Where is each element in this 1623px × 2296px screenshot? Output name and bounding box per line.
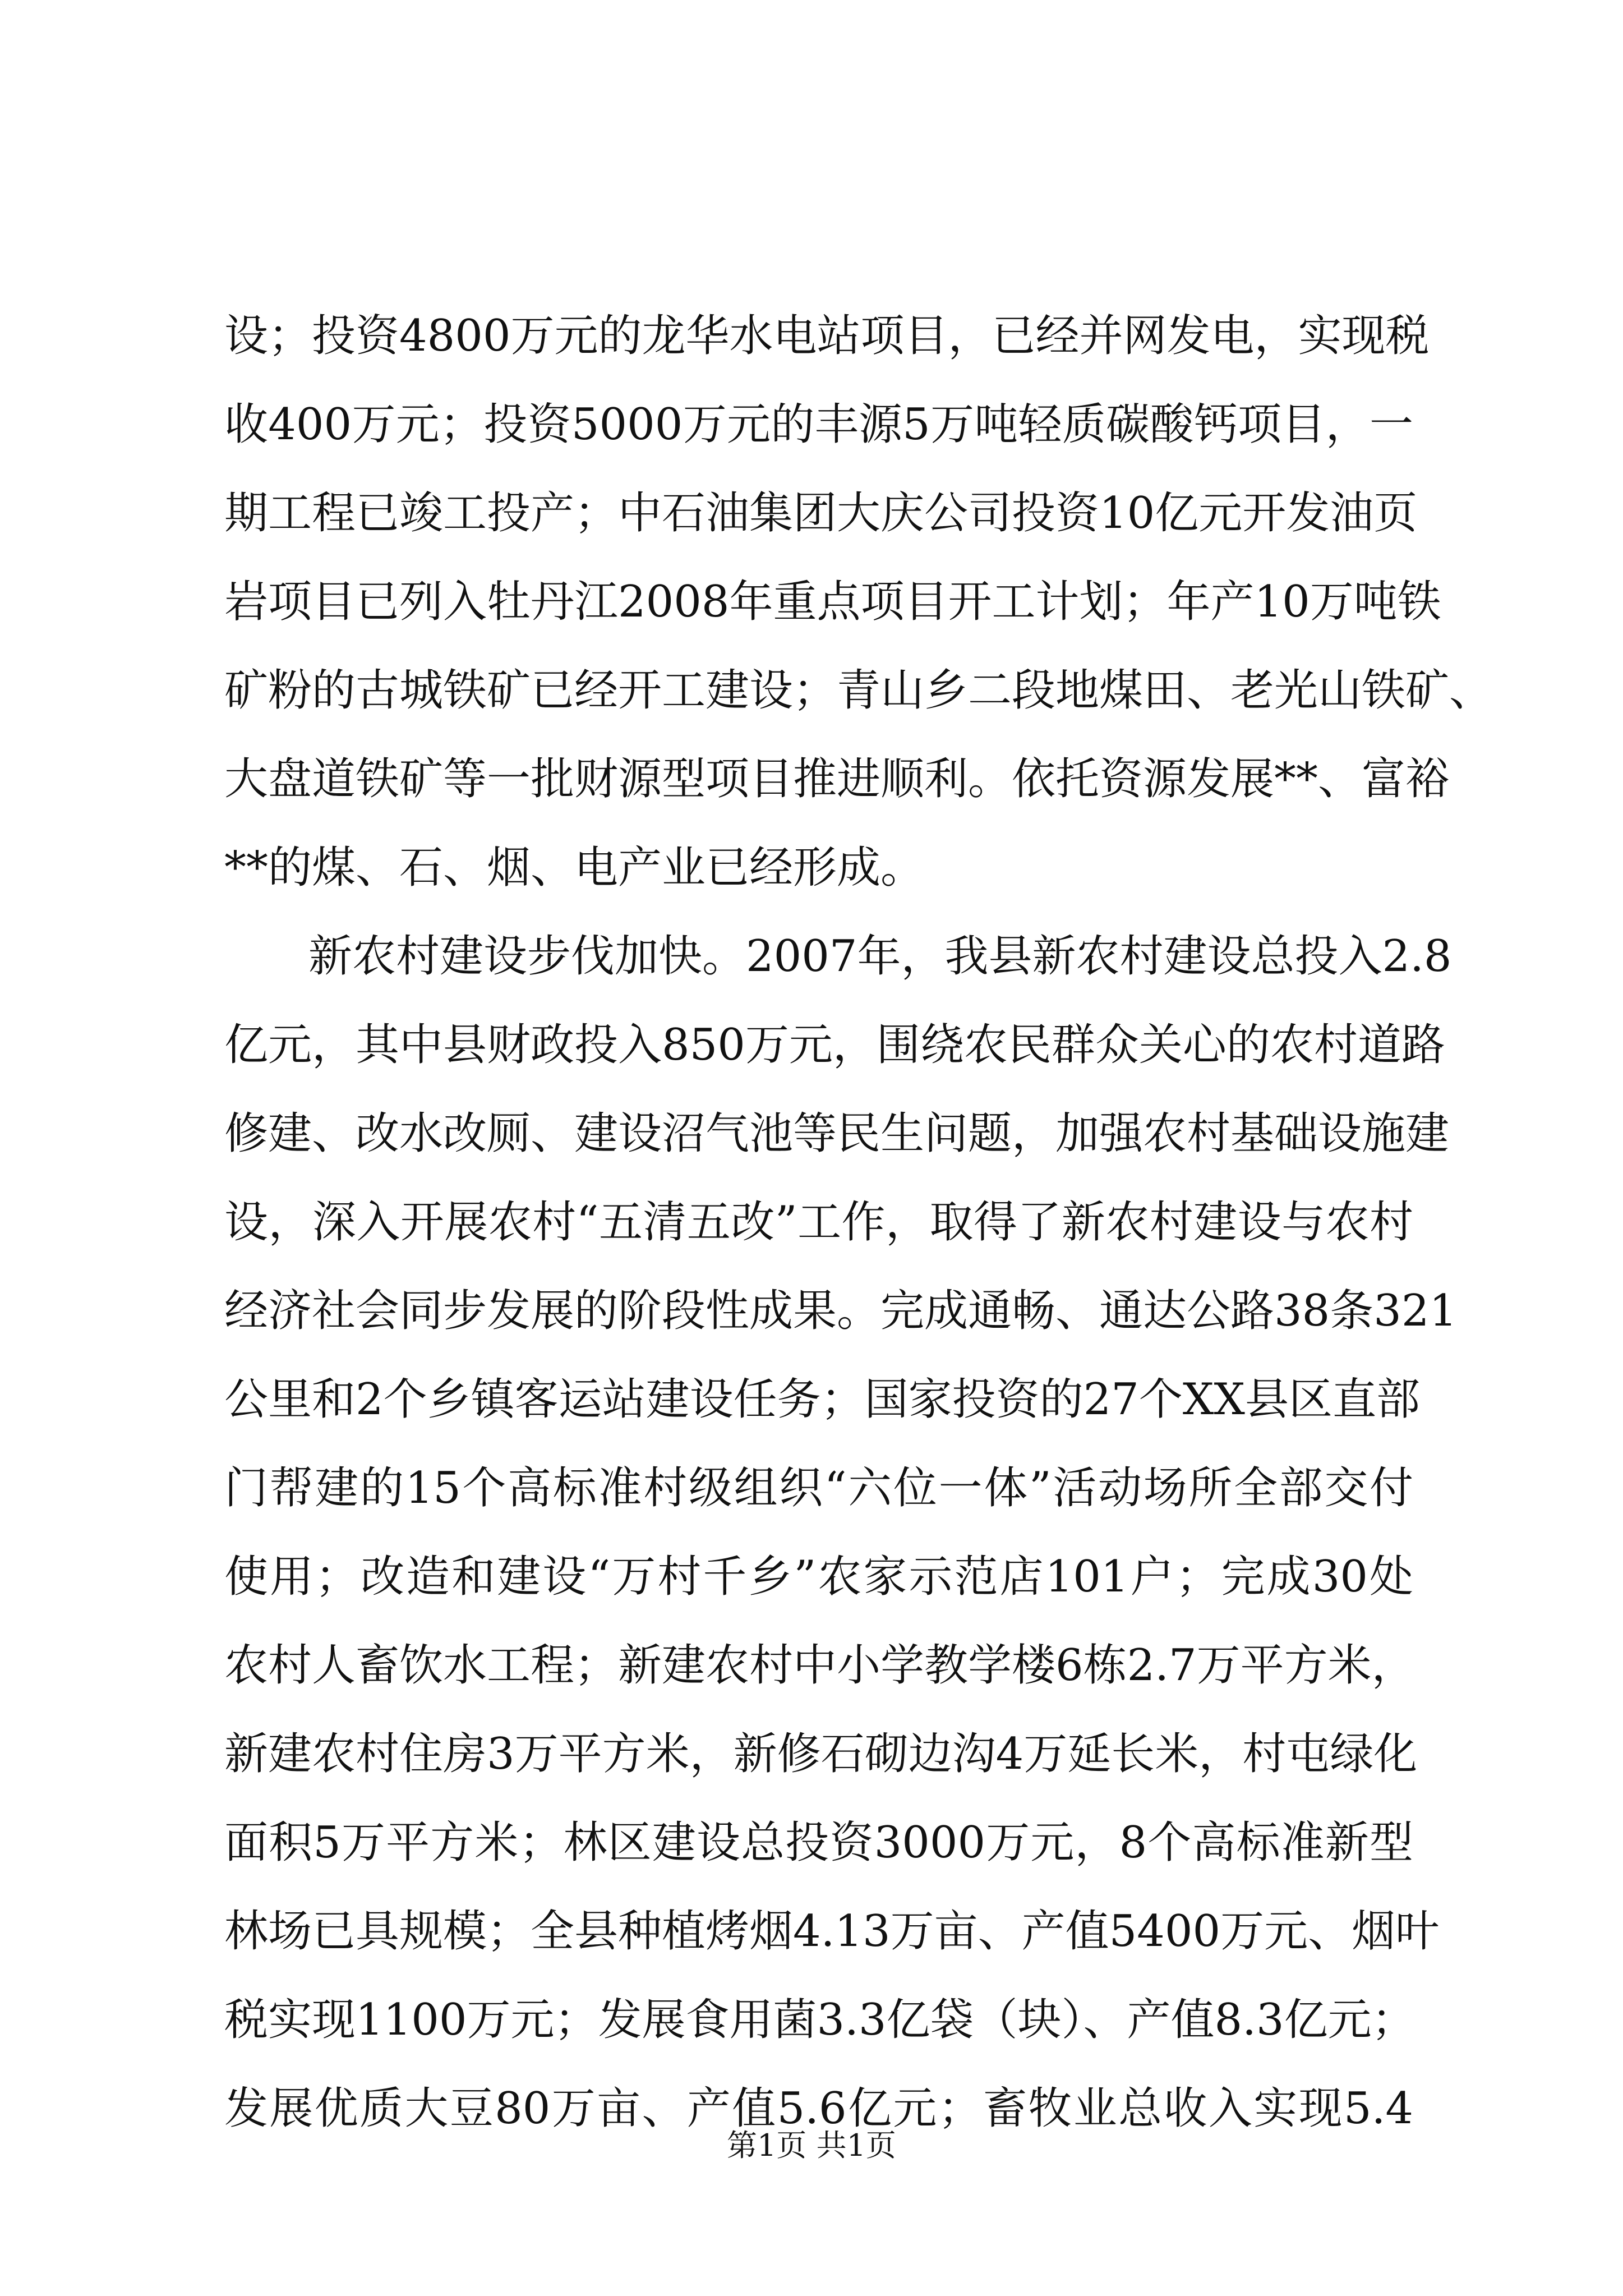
body-text	[224, 292, 1493, 2153]
text-line: 设，深入开展农村“五清五改”工作，取得了新农村建设与农村	[224, 1197, 1413, 1248]
text-line: 矿粉的古城铁矿已经开工建设；青山乡二段地煤田、老光山铁矿、	[224, 665, 1493, 716]
page-footer: 第1页 共1页	[727, 2128, 896, 2163]
text-line: 期工程已竣工投产；中石油集团大庆公司投资10亿元开发油页	[224, 488, 1418, 539]
text-line: 公里和2个乡镇客运站建设任务；国家投资的27个XX县区直部	[224, 1374, 1420, 1425]
text-line: 新建农村住房3万平方米，新修石砌边沟4万延长米，村屯绿化	[224, 1729, 1418, 1779]
text-line: 岩项目已列入牡丹江2008年重点项目开工计划；年产10万吨铁	[224, 577, 1441, 627]
text-line: 大盘道铁矿等一批财源型项目推进顺利。依托资源发展**、富裕	[224, 754, 1450, 804]
text-line: 门帮建的15个高标准村级组织“六位一体”活动场所全部交付	[224, 1463, 1413, 1513]
text-line: 农村人畜饮水工程；新建农村中小学教学楼6栋2.7万平方米，	[224, 1640, 1415, 1691]
text-line: 林场已具规模；全县种植烤烟4.13万亩、产值5400万元、烟叶	[224, 1906, 1440, 1957]
text-line: 面积5万平方米；林区建设总投资3000万元，8个高标准新型	[224, 1818, 1413, 1868]
text-line: 使用；改造和建设“万村千乡”农家示范店101户；完成30处	[224, 1552, 1413, 1602]
text-line: 经济社会同步发展的阶段性成果。完成通畅、通达公路38条321	[224, 1286, 1458, 1336]
text-line: 亿元，其中县财政投入850万元，围绕农民群众关心的农村道路	[224, 1020, 1445, 1070]
text-line: 发展优质大豆80万亩、产值5.6亿元；畜牧业总收入实现5.4	[224, 2083, 1413, 2134]
text-line: 设；投资4800万元的龙华水电站项目，已经并网发电，实现税	[224, 311, 1430, 361]
text-line: 税实现1100万元；发展食用菌3.3亿袋（块）、产值8.3亿元；	[224, 1995, 1415, 2045]
text-line: 修建、改水改厕、建设沼气池等民生问题，加强农村基础设施建	[224, 1108, 1450, 1159]
paragraph-first-line: 新农村建设步伐加快。2007年，我县新农村建设总投入2.8	[308, 931, 1452, 982]
text-line: **的煤、石、烟、电产业已经形成。	[224, 843, 925, 893]
text-line: 收400万元；投资5000万元的丰源5万吨轻质碳酸钙项目，一	[224, 399, 1413, 450]
